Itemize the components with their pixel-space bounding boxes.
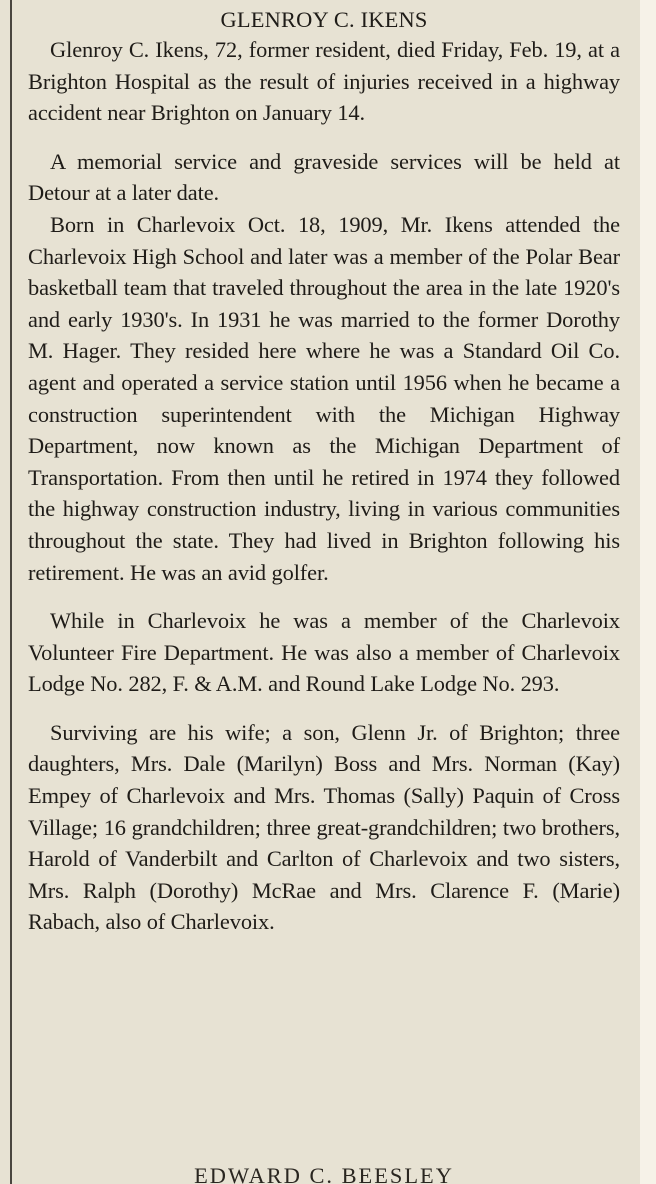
paragraph-memberships: While in Charlevoix he was a member of the Charlevoix Volunteer Fire Department. He was also a member of Charlevoix Lodge No. 282, F. & A.M. and Round Lake Lodge No. 293.: [28, 608, 620, 697]
obituary-headline: GLENROY C. IKENS: [220, 7, 428, 32]
paragraph-biography: Born in Charlevoix Oct. 18, 1909, Mr. Ikens attended the Charlevoix High School and later was a member of the Polar Bear basketball team that traveled throughout the area in the late 1920's and early 1930's. In 1931 he was married to the former Dorothy M. Hager. They resided here where he was a Standard Oil Co. agent and operated a service station until 1956 when he became a construction superintendent with the Michigan Highway Department, now known as the Michigan Department of Transportation. From then until he retired in 1974 they followed the highway construction industry, living in various communities throughout the state. They had lived in Brighton following his retirement. He was an avid golfer.: [28, 211, 620, 585]
paragraph-services: A memorial service and graveside services will be held at Detour at a later date.: [28, 148, 620, 206]
obituary-body: [28, 34, 620, 938]
paragraph-death-notice: Glenroy C. Ikens, 72, former resident, died Friday, Feb. 19, at a Brighton Hospital as the result of injuries received in a highway accident near Brighton on January 14.: [28, 37, 620, 126]
obituary-column: [28, 0, 620, 1184]
next-article-headline: EDWARD C. BEESLEY: [194, 1163, 454, 1184]
page-margin: [640, 0, 656, 1184]
column-rule: [10, 0, 12, 1184]
paragraph-survivors: Surviving are his wife; a son, Glenn Jr. of Brighton; three daughters, Mrs. Dale (Marilyn) Boss and Mrs. Norman (Kay) Empey of Charlevoix and Mrs. Thomas (Sally) Paquin of Cross Village; 16 grandchildren; three great-grandchildren; two brothers, Harold of Vanderbilt and Carlton of Charlevoix and two sisters, Mrs. Ralph (Dorothy) McRae and Mrs. Clarence F. (Marie) Rabach, also of Charlevoix.: [28, 719, 620, 935]
